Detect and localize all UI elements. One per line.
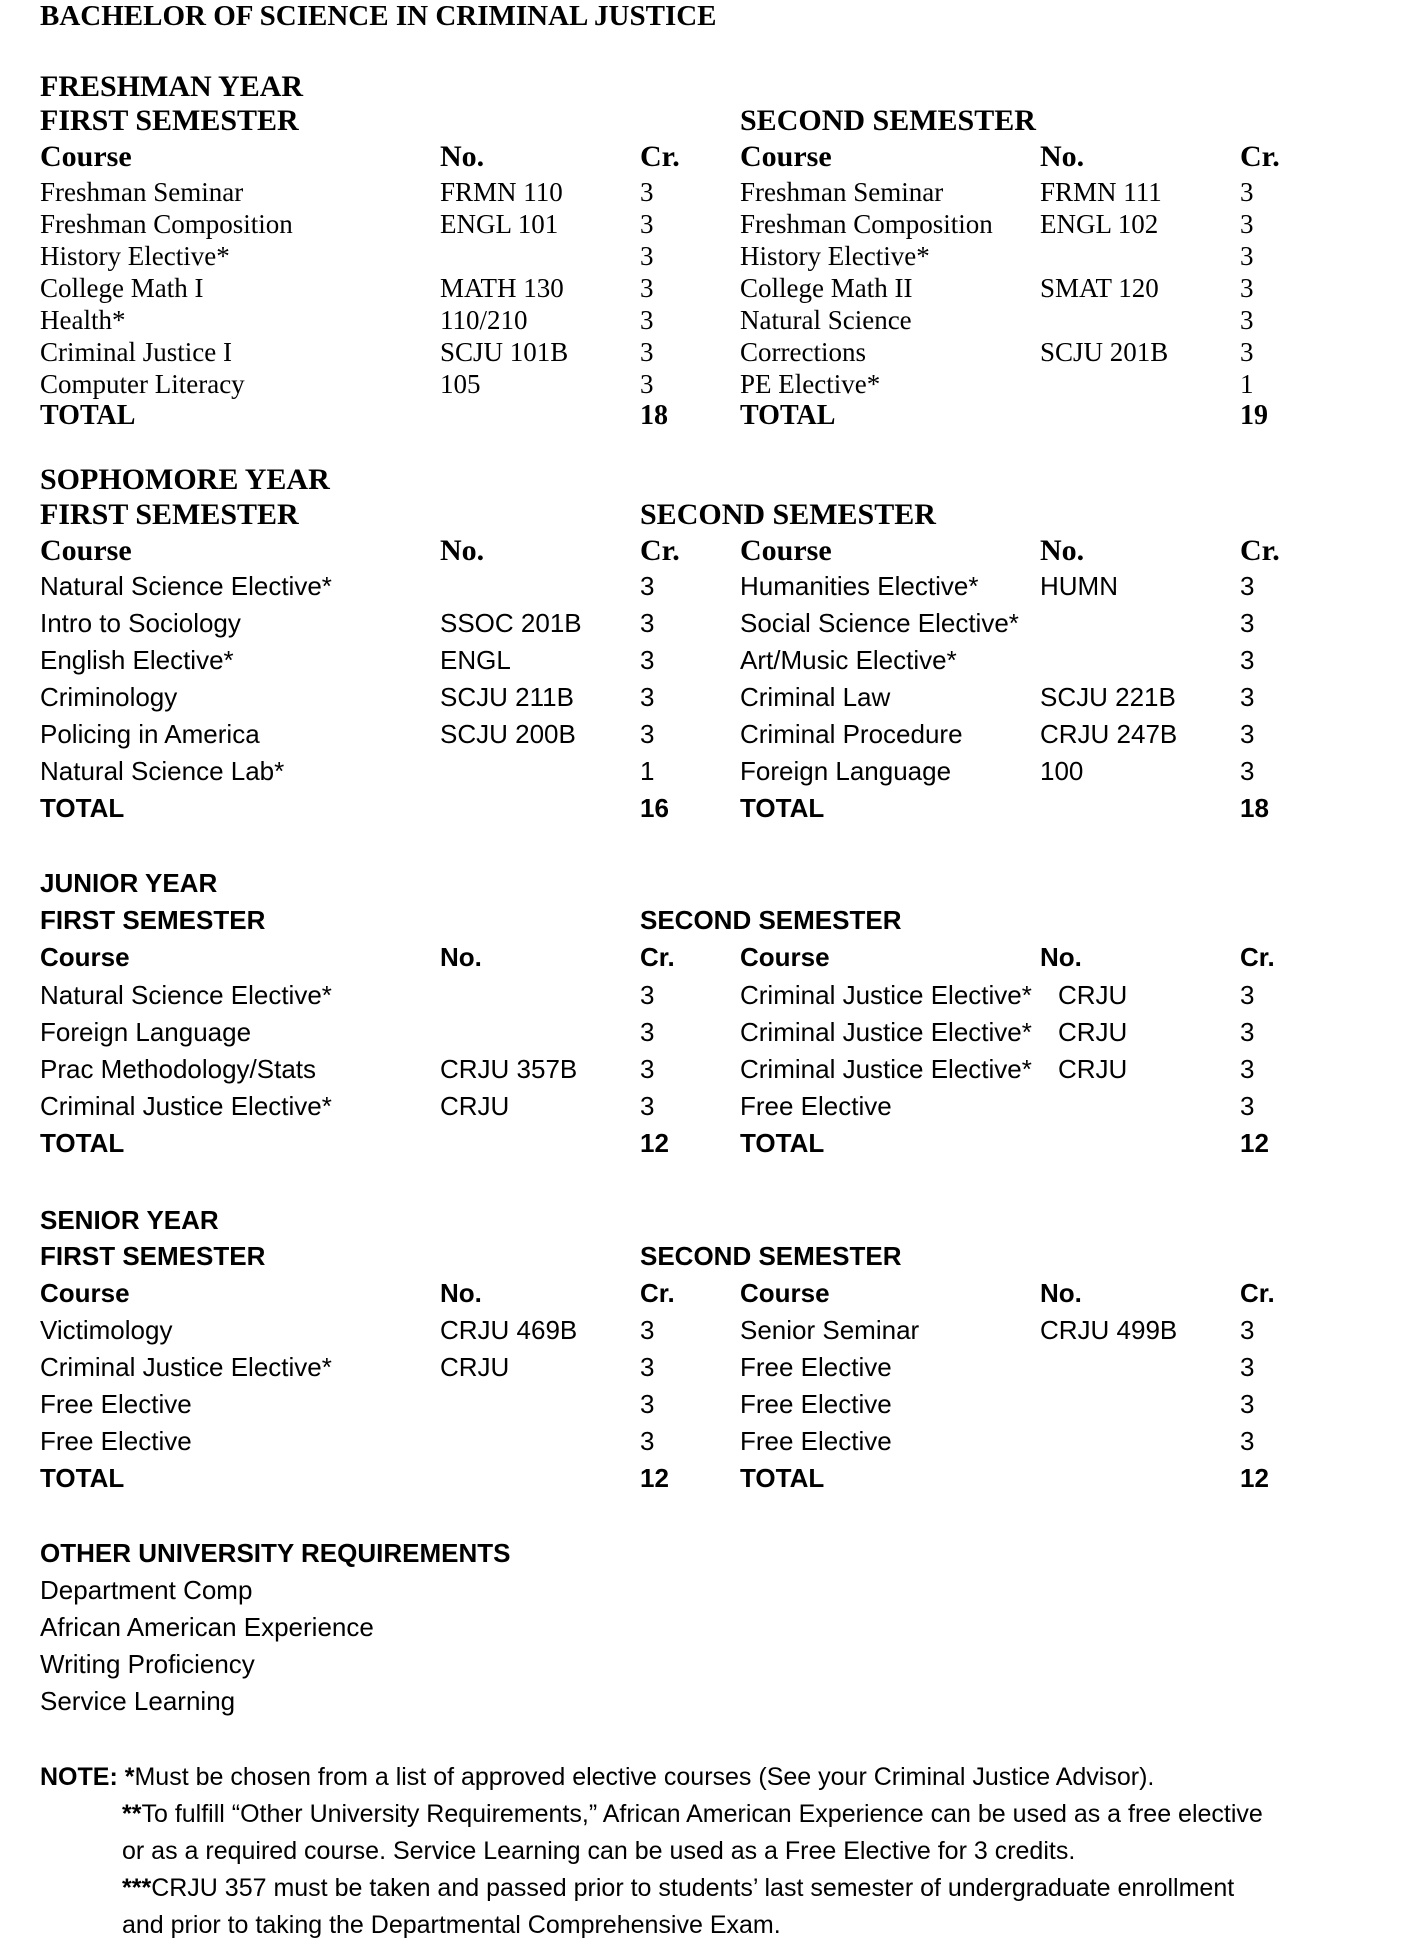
course-number: CRJU: [440, 1352, 510, 1382]
course-name: Intro to Sociology: [40, 608, 241, 638]
course-credits: 3: [1240, 1352, 1255, 1382]
note-line: and prior to taking the Departmental Comprehensive Exam.: [122, 1911, 781, 1939]
column-header-no: No.: [440, 534, 485, 567]
course-name: Criminal Law: [740, 682, 891, 712]
course-name: Humanities Elective*: [740, 571, 979, 601]
column-header-course: Course: [40, 534, 132, 567]
course-name: Criminal Procedure: [740, 719, 963, 749]
course-credits: 3: [1240, 337, 1254, 367]
total-label: TOTAL: [740, 793, 825, 823]
course-credits: 3: [640, 337, 654, 367]
course-credits: 3: [640, 719, 655, 749]
column-header-cr: Cr.: [1240, 140, 1280, 173]
total-label: TOTAL: [740, 400, 836, 431]
course-name: Free Elective: [740, 1352, 892, 1382]
note-line: [40, 1763, 1154, 1792]
course-number: SCJU 200B: [440, 719, 576, 749]
course-credits: 3: [1240, 1315, 1255, 1345]
course-credits: 3: [1240, 1091, 1255, 1121]
column-header-no: No.: [440, 140, 485, 173]
course-credits: 3: [1240, 1389, 1255, 1419]
other-requirements-heading: OTHER UNIVERSITY REQUIREMENTS: [40, 1538, 511, 1568]
course-credits: 3: [1240, 1054, 1255, 1084]
note-marker: *: [124, 1763, 135, 1791]
note-text: To fulfill “Other University Requirements,” African American Experience can be used as a free elective: [141, 1800, 1263, 1828]
course-credits: 3: [640, 241, 654, 271]
course-name: Criminal Justice Elective*: [40, 1352, 332, 1382]
course-number: CRJU 499B: [1040, 1315, 1178, 1345]
column-header-no: No.: [1040, 140, 1085, 173]
course-credits: 3: [640, 1315, 655, 1345]
page-title: BACHELOR OF SCIENCE IN CRIMINAL JUSTICE: [40, 0, 717, 32]
course-name: Freshman Composition: [40, 209, 293, 239]
course-credits: 3: [640, 980, 655, 1010]
column-header-course: Course: [740, 1278, 830, 1308]
course-name: Criminal Justice I: [40, 337, 232, 367]
course-credits: 3: [1240, 571, 1255, 601]
course-number: CRJU: [1058, 980, 1128, 1010]
course-credits: 3: [640, 369, 654, 399]
course-name: Victimology: [40, 1315, 173, 1345]
course-credits: 3: [1240, 645, 1255, 675]
requirement-item: Service Learning: [40, 1686, 236, 1716]
course-name: English Elective*: [40, 645, 234, 675]
course-credits: 3: [640, 273, 654, 303]
course-number: CRJU 247B: [1040, 719, 1178, 749]
year-heading: SENIOR YEAR: [40, 1205, 219, 1235]
course-credits: 3: [640, 571, 655, 601]
course-name: Freshman Seminar: [740, 177, 944, 207]
course-number: ENGL 101: [440, 209, 559, 239]
column-header-course: Course: [40, 1278, 130, 1308]
year-heading: JUNIOR YEAR: [40, 868, 218, 898]
column-header-course: Course: [40, 942, 130, 972]
course-credits: 3: [640, 1352, 655, 1382]
course-credits: 3: [1240, 980, 1255, 1010]
course-name: Criminal Justice Elective*: [40, 1091, 332, 1121]
course-name: Art/Music Elective*: [740, 645, 957, 675]
course-credits: 3: [640, 608, 655, 638]
course-number: SCJU 221B: [1040, 682, 1176, 712]
total-credits: 18: [1240, 793, 1269, 823]
course-number: SSOC 201B: [440, 608, 582, 638]
course-name: Natural Science Lab*: [40, 756, 285, 786]
course-number: ENGL: [440, 645, 511, 675]
course-number: CRJU: [1058, 1054, 1128, 1084]
course-name: Free Elective: [40, 1389, 192, 1419]
total-credits: 16: [640, 793, 669, 823]
course-number: HUMN: [1040, 571, 1118, 601]
course-number: SCJU 211B: [440, 682, 574, 712]
course-name: Criminal Justice Elective*: [740, 1054, 1032, 1084]
course-name: Foreign Language: [40, 1017, 252, 1047]
total-label: TOTAL: [40, 1128, 125, 1158]
course-name: Senior Seminar: [740, 1315, 920, 1345]
total-credits: 12: [640, 1463, 669, 1493]
semester-heading-second: SECOND SEMESTER: [640, 1241, 902, 1271]
course-name: Free Elective: [40, 1426, 192, 1456]
column-header-no: No.: [1040, 1278, 1082, 1308]
course-credits: 3: [640, 209, 654, 239]
year-heading: SOPHOMORE YEAR: [40, 463, 330, 496]
column-header-course: Course: [740, 942, 830, 972]
requirement-item: Department Comp: [40, 1575, 253, 1605]
course-number: CRJU: [1058, 1017, 1128, 1047]
course-name: Health*: [40, 305, 126, 335]
course-name: Free Elective: [740, 1426, 892, 1456]
course-number: 105: [440, 369, 481, 399]
column-header-cr: Cr.: [640, 534, 680, 567]
semester-heading-first: FIRST SEMESTER: [40, 905, 266, 935]
total-label: TOTAL: [40, 793, 125, 823]
semester-heading-first: FIRST SEMESTER: [40, 104, 299, 137]
requirement-item: African American Experience: [40, 1612, 374, 1642]
course-credits: 3: [1240, 209, 1254, 239]
semester-heading-second: SECOND SEMESTER: [740, 104, 1036, 137]
course-credits: 3: [1240, 608, 1255, 638]
semester-heading-first: FIRST SEMESTER: [40, 1241, 266, 1271]
course-credits: 3: [1240, 1017, 1255, 1047]
course-credits: 1: [1240, 369, 1254, 399]
course-name: History Elective*: [740, 241, 930, 271]
course-name: History Elective*: [40, 241, 230, 271]
course-credits: 3: [640, 1091, 655, 1121]
course-number: FRMN 110: [440, 177, 563, 207]
total-credits: 12: [1240, 1128, 1269, 1158]
course-credits: 3: [1240, 273, 1254, 303]
course-name: Prac Methodology/Stats: [40, 1054, 317, 1084]
course-number: SMAT 120: [1040, 273, 1159, 303]
column-header-no: No.: [1040, 534, 1085, 567]
note-marker: ***: [122, 1874, 152, 1902]
course-name: Social Science Elective*: [740, 608, 1019, 638]
year-heading: FRESHMAN YEAR: [40, 70, 304, 103]
column-header-cr: Cr.: [640, 140, 680, 173]
column-header-course: Course: [740, 140, 832, 173]
total-label: TOTAL: [740, 1128, 825, 1158]
course-number: MATH 130: [440, 273, 564, 303]
course-credits: 3: [640, 305, 654, 335]
column-header-cr: Cr.: [1240, 942, 1275, 972]
course-number: CRJU 469B: [440, 1315, 578, 1345]
semester-heading-second: SECOND SEMESTER: [640, 498, 936, 531]
total-credits: 19: [1240, 400, 1268, 431]
course-name: Natural Science: [740, 305, 912, 335]
column-header-course: Course: [40, 140, 132, 173]
course-name: College Math II: [740, 273, 913, 303]
column-header-course: Course: [740, 534, 832, 567]
requirement-item: Writing Proficiency: [40, 1649, 255, 1679]
column-header-no: No.: [1040, 942, 1082, 972]
column-header-cr: Cr.: [640, 1278, 675, 1308]
total-credits: 18: [640, 400, 668, 431]
note-label: NOTE:: [40, 1763, 118, 1791]
total-label: TOTAL: [740, 1463, 825, 1493]
note-line: [122, 1800, 1263, 1829]
note-line: [122, 1874, 1234, 1903]
course-credits: 3: [1240, 177, 1254, 207]
semester-heading-first: FIRST SEMESTER: [40, 498, 299, 531]
course-credits: 3: [640, 1017, 655, 1047]
course-credits: 3: [1240, 241, 1254, 271]
course-name: Criminal Justice Elective*: [740, 1017, 1032, 1047]
course-credits: 3: [640, 177, 654, 207]
course-credits: 3: [640, 1426, 655, 1456]
course-number: CRJU 357B: [440, 1054, 578, 1084]
course-credits: 3: [640, 1389, 655, 1419]
course-credits: 3: [640, 645, 655, 675]
course-name: Corrections: [740, 337, 866, 367]
course-credits: 1: [640, 756, 655, 786]
course-name: Policing in America: [40, 719, 260, 749]
column-header-cr: Cr.: [640, 942, 675, 972]
course-name: PE Elective*: [740, 369, 881, 399]
column-header-cr: Cr.: [1240, 534, 1280, 567]
note-line: or as a required course. Service Learning can be used as a Free Elective for 3 credits.: [122, 1837, 1076, 1865]
total-label: TOTAL: [40, 1463, 125, 1493]
course-name: Computer Literacy: [40, 369, 245, 399]
course-name: Free Elective: [740, 1389, 892, 1419]
course-name: Natural Science Elective*: [40, 571, 332, 601]
note-text: CRJU 357 must be taken and passed prior to students’ last semester of undergraduate enrollment: [151, 1874, 1235, 1902]
course-number: ENGL 102: [1040, 209, 1159, 239]
course-name: Natural Science Elective*: [40, 980, 332, 1010]
note-marker: **: [122, 1800, 142, 1828]
column-header-no: No.: [440, 1278, 482, 1308]
course-name: Foreign Language: [740, 756, 952, 786]
course-credits: 3: [1240, 682, 1255, 712]
course-name: Freshman Composition: [740, 209, 993, 239]
course-credits: 3: [1240, 1426, 1255, 1456]
course-number: FRMN 111: [1040, 177, 1162, 207]
total-credits: 12: [640, 1128, 669, 1158]
course-name: Criminal Justice Elective*: [740, 980, 1032, 1010]
course-name: Free Elective: [740, 1091, 892, 1121]
course-number: SCJU 101B: [440, 337, 569, 367]
course-credits: 3: [1240, 719, 1255, 749]
course-credits: 3: [640, 682, 655, 712]
course-number: 100: [1040, 756, 1084, 786]
total-label: TOTAL: [40, 400, 136, 431]
course-name: Freshman Seminar: [40, 177, 244, 207]
total-credits: 12: [1240, 1463, 1269, 1493]
note-text: Must be chosen from a list of approved elective courses (See your Criminal Justice Advisor).: [134, 1763, 1155, 1791]
course-number: CRJU: [440, 1091, 510, 1121]
course-credits: 3: [1240, 756, 1255, 786]
column-header-no: No.: [440, 942, 482, 972]
course-name: College Math I: [40, 273, 204, 303]
course-credits: 3: [1240, 305, 1254, 335]
semester-heading-second: SECOND SEMESTER: [640, 905, 902, 935]
course-number: 110/210: [440, 305, 528, 335]
course-name: Criminology: [40, 682, 178, 712]
course-number: SCJU 201B: [1040, 337, 1169, 367]
column-header-cr: Cr.: [1240, 1278, 1275, 1308]
course-credits: 3: [640, 1054, 655, 1084]
